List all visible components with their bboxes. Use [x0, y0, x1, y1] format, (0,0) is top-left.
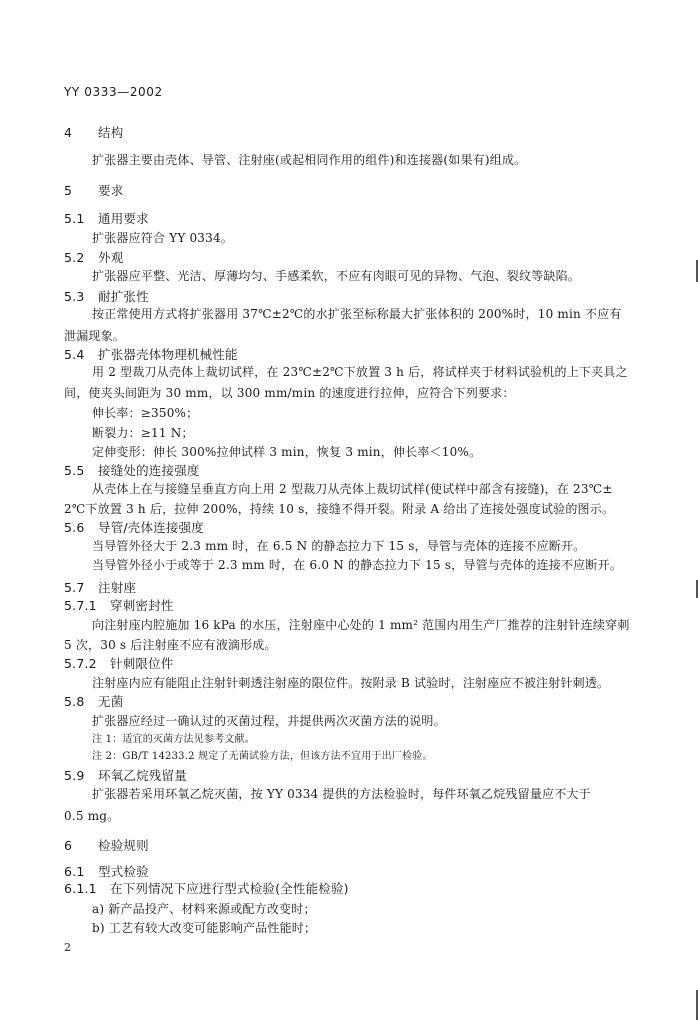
section-5-5-body-line: 2℃下放置 3 h 后，拉伸 200%，持续 10 s，接缝不得开裂。附录 A 给出了连接处强度试验的图示。: [64, 502, 615, 516]
section-number: 5.7: [64, 580, 85, 595]
section-title: 穿刺密封性: [110, 598, 174, 613]
note: 注 1：适宜的灭菌方法见参考文献。: [92, 734, 255, 745]
section-5-2-body: 扩张器应平整、光洁、厚薄均匀、手感柔软，不应有肉眼可见的异物、气泡、裂纹等缺陷。: [92, 269, 581, 283]
section-number: 5.5: [64, 463, 85, 478]
section-5-4-body-line: 用 2 型裁刀从壳体上裁切试样，在 23℃±2℃下放置 3 h 后，将试样夹于材料试验机的上下夹具之: [92, 365, 628, 379]
section-number: 5.4: [64, 347, 85, 362]
section-number: 5.1: [64, 211, 85, 226]
section-4-heading: [64, 125, 123, 141]
section-5-heading: [64, 183, 123, 199]
section-number: 6: [64, 838, 73, 853]
section-title: 接缝处的连接强度: [98, 463, 200, 478]
section-number: 5: [64, 183, 73, 198]
section-title: 外观: [98, 250, 124, 265]
section-5-3-heading: [64, 289, 149, 305]
section-5-7-heading: [64, 580, 136, 596]
section-5-9-heading: [64, 768, 187, 784]
section-title: 在下列情况下应进行型式检验(全性能检验): [110, 881, 349, 896]
section-5-8-body: 扩张器应经过一确认过的灭菌过程，并提供两次灭菌方法的说明。: [92, 714, 446, 728]
section-number: 5.6: [64, 520, 85, 535]
section-5-7-2-heading: [64, 656, 174, 672]
section-number: 5.3: [64, 289, 85, 304]
section-5-6-body-line: 当导管外径大于 2.3 mm 时，在 6.5 N 的静态拉力下 15 s，导管与壳体的连接不应断开。: [92, 539, 586, 553]
section-5-7-1-heading: [64, 598, 174, 614]
section-number: 6.1.1: [64, 881, 97, 896]
section-5-9-body-line: 0.5 mg。: [64, 809, 120, 823]
section-5-1-heading: [64, 211, 149, 227]
section-number: 5.9: [64, 768, 85, 783]
section-title: 通用要求: [98, 211, 149, 226]
section-title: 耐扩张性: [98, 289, 149, 304]
section-6-1-1-heading: [64, 881, 349, 897]
section-5-5-body-line: 从壳体上在与接缝呈垂直方向上用 2 型裁刀从壳体上裁切试样(使试样中部含有接缝)，在 23℃±: [92, 482, 613, 496]
section-title: 导管/壳体连接强度: [98, 520, 205, 535]
list-item: 断裂力：≥11 N；: [92, 426, 194, 440]
section-5-9-body-line: 扩张器若采用环氧乙烷灭菌，按 YY 0334 提供的方法检验时，每件环氧乙烷残留量应不大于: [92, 787, 591, 801]
page-number: 2: [64, 941, 72, 954]
section-title: 环氧乙烷残留量: [98, 768, 187, 783]
list-item: 定伸变形：伸长 300%拉伸试样 3 min，恢复 3 min，伸长率＜10%。: [92, 445, 482, 459]
section-5-7-2-body: 注射座内应有能阻止注射针刺透注射座的限位件。按附录 B 试验时，注射座应不被注射针刺透。: [92, 676, 610, 690]
section-5-8-heading: [64, 694, 123, 710]
list-item: a) 新产品投产、材料来源或配方改变时；: [92, 902, 316, 916]
section-title: 针刺限位件: [110, 656, 174, 671]
section-title: 注射座: [98, 580, 137, 595]
section-number: 5.7.1: [64, 598, 97, 613]
section-title: 要求: [98, 183, 124, 198]
section-6-1-heading: [64, 864, 149, 880]
section-5-3-body-line: 泄漏现象。: [64, 329, 126, 343]
list-item: 伸长率：≥350%；: [92, 406, 199, 420]
section-4-body: 扩张器主要由壳体、导管、注射座(或起相同作用的组件)和连接器(如果有)组成。: [92, 153, 527, 167]
section-5-6-body-line: 当导管外径小于或等于 2.3 mm 时，在 6.0 N 的静态拉力下 15 s，导管与壳体的连接不应断开。: [92, 558, 622, 572]
list-item: b) 工艺有较大改变可能影响产品性能时；: [92, 921, 317, 935]
section-6-heading: [64, 838, 149, 854]
section-number: 5.7.2: [64, 656, 97, 671]
section-title: 无菌: [98, 694, 124, 709]
section-title: 型式检验: [98, 864, 149, 879]
note: 注 2：GB/T 14233.2 规定了无菌试验方法，但该方法不宜用于出厂检验。: [92, 751, 433, 762]
section-title: 扩张器壳体物理机械性能: [98, 347, 238, 362]
section-5-7-1-body-line: 5 次，30 s 后注射座不应有液滴形成。: [64, 638, 277, 652]
section-number: 6.1: [64, 864, 85, 879]
section-title: 结构: [98, 125, 124, 140]
section-5-2-heading: [64, 250, 123, 266]
section-5-4-heading: [64, 347, 238, 363]
section-5-5-heading: [64, 463, 200, 479]
section-title: 检验规则: [98, 838, 149, 853]
section-5-6-heading: [64, 520, 204, 536]
section-5-4-body-line: 间，使夹头间距为 30 mm，以 300 mm/min 的速度进行拉伸，应符合下列要求：: [64, 386, 515, 400]
section-number: 5.8: [64, 694, 85, 709]
section-5-1-body: 扩张器应符合 YY 0334。: [92, 231, 234, 245]
section-5-7-1-body-line: 向注射座内腔施加 16 kPa 的水压，注射座中心处的 1 mm² 范围内用生产厂推荐的注射针连续穿刺: [92, 618, 630, 632]
standard-number: YY 0333—2002: [64, 85, 163, 99]
section-number: 4: [64, 125, 73, 140]
section-number: 5.2: [64, 250, 85, 265]
section-5-3-body-line: 按正常使用方式将扩张器用 37℃±2℃的水扩张至标称最大扩张体积的 200%时，10 min 不应有: [92, 307, 622, 321]
